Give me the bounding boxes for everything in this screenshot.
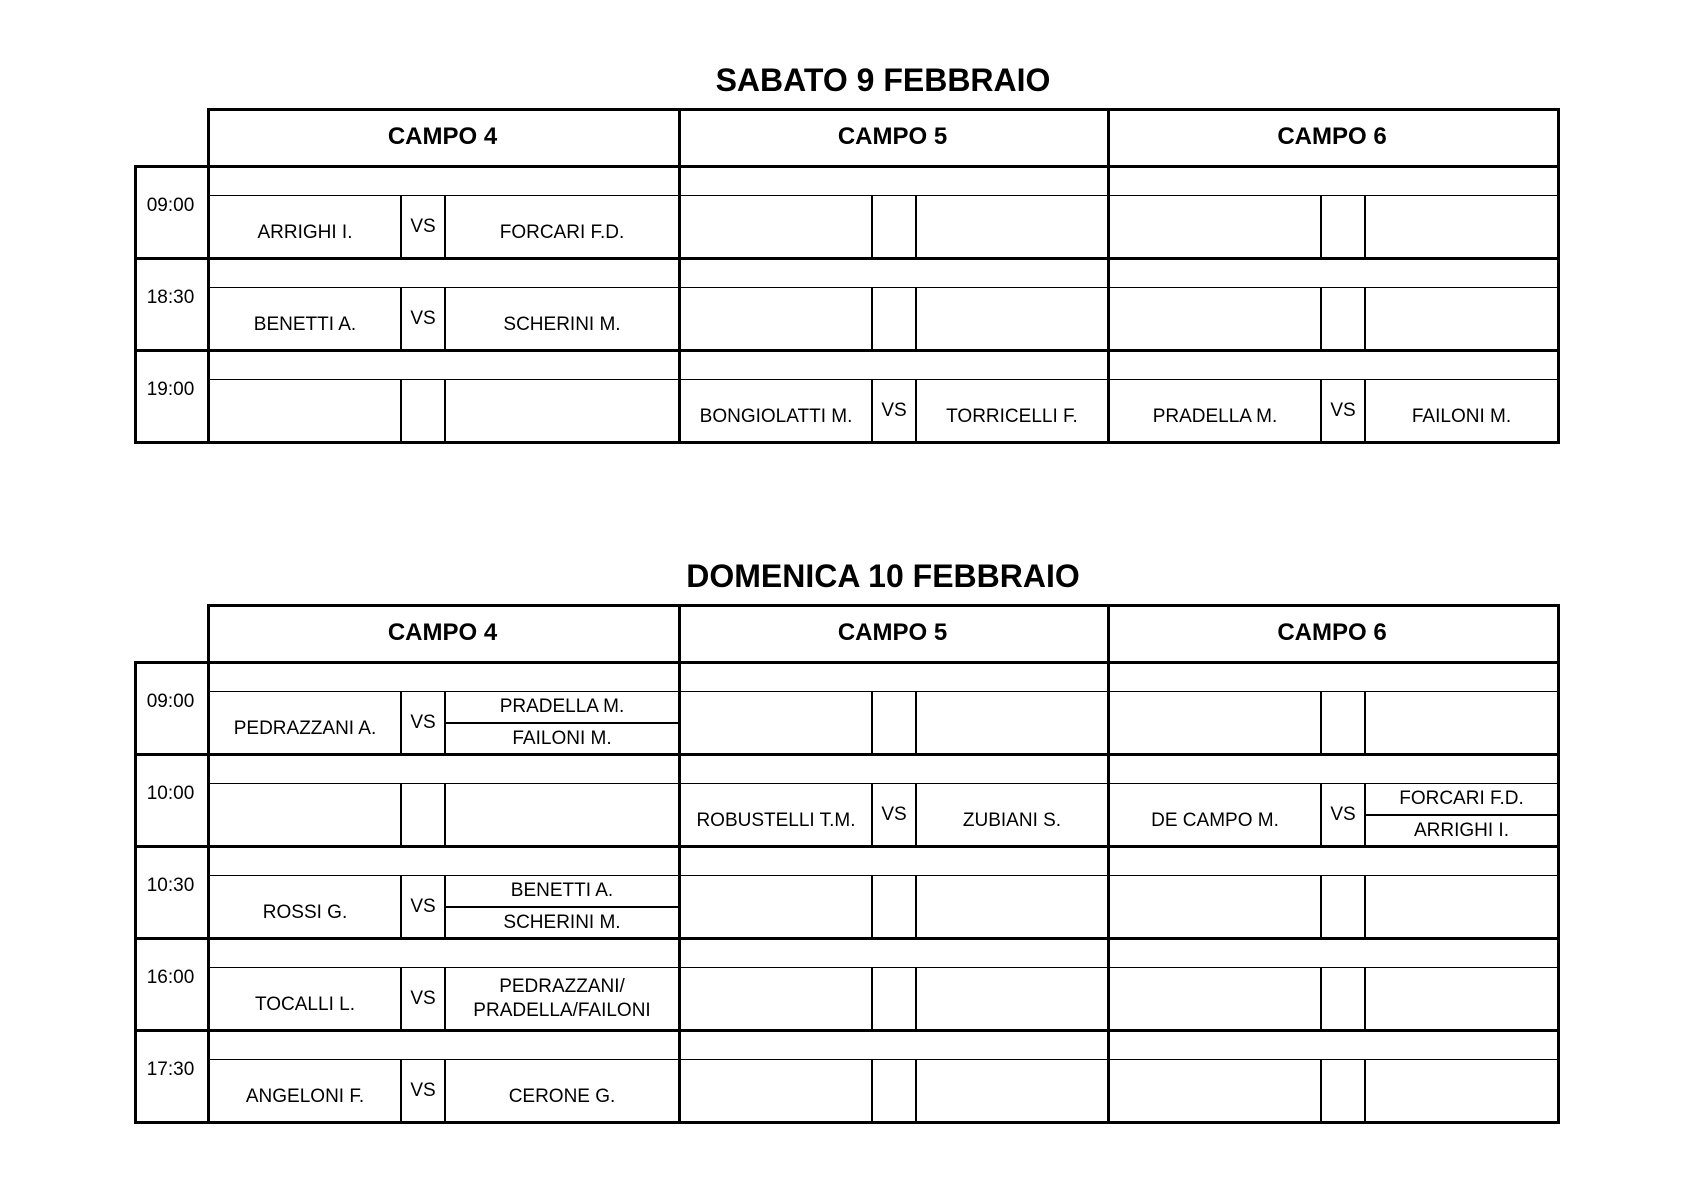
vs-box [1320, 379, 1366, 443]
away-player: FAILONI M. [1411, 406, 1512, 427]
vs-box [400, 967, 446, 1031]
home-player: DE CAMPO M. [1151, 810, 1279, 831]
away-player [1366, 1061, 1557, 1121]
away-player: CERONE G. [508, 1086, 616, 1107]
home-player [1110, 197, 1320, 257]
away-player: SCHERINI M. [503, 911, 621, 933]
slot-divider [134, 937, 1560, 940]
away-player [1366, 693, 1557, 753]
vs-box [400, 1059, 446, 1123]
away-player [917, 197, 1107, 257]
away-player [917, 289, 1107, 349]
home-player [1110, 1061, 1320, 1121]
away-player [917, 693, 1107, 753]
away-player: FORCARI F.D. [1399, 787, 1524, 809]
away-player [1366, 289, 1557, 349]
home-player [1110, 969, 1320, 1029]
slot-time: 16:00 [146, 967, 195, 988]
home-player: ANGELONI F. [245, 1086, 365, 1107]
vs-box [871, 379, 917, 443]
vs-box [400, 783, 446, 847]
slot-time: 17:30 [146, 1059, 195, 1080]
away-player [917, 969, 1107, 1029]
away-player: BENETTI A. [510, 879, 614, 901]
slot-time: 09:00 [146, 691, 195, 712]
home-player [1110, 693, 1320, 753]
home-player [681, 197, 871, 257]
slot-time: 09:00 [146, 195, 195, 216]
field-header-campo-6: CAMPO 6 [1277, 122, 1387, 150]
vs-box [1320, 691, 1366, 755]
home-player: ARRIGHI I. [257, 222, 353, 243]
vs-box [400, 287, 446, 351]
slot-divider [134, 349, 1560, 352]
vs-box [1320, 783, 1366, 847]
day-title: SABATO 9 FEBBRAIO [715, 62, 1051, 98]
vs-label: VS [410, 988, 436, 1009]
slot-time: 10:00 [146, 783, 195, 804]
vs-box [871, 287, 917, 351]
vs-box [1320, 875, 1366, 939]
home-player: ROSSI G. [262, 902, 348, 923]
home-player [681, 969, 871, 1029]
away-player: SCHERINI M. [503, 314, 621, 335]
vs-box [871, 691, 917, 755]
slot-time: 18:30 [146, 287, 195, 308]
slot-time: 19:00 [146, 379, 195, 400]
vs-box [871, 783, 917, 847]
home-player: PEDRAZZANI A. [233, 718, 377, 739]
away-player [1366, 969, 1557, 1029]
away-player [1366, 877, 1557, 937]
away-player: PRADELLA M. [499, 695, 625, 717]
away-player [1366, 197, 1557, 257]
vs-label: VS [1330, 400, 1356, 421]
away-player: FAILONI M. [512, 727, 612, 749]
vs-box [1320, 967, 1366, 1031]
vs-box [400, 195, 446, 259]
field-column-divider [678, 604, 681, 1124]
home-player: TOCALLI L. [255, 994, 355, 1015]
away-player: TORRICELLI F. [946, 406, 1078, 427]
home-player: PRADELLA M. [1152, 406, 1278, 427]
slot-divider [134, 1029, 1560, 1032]
vs-label: VS [410, 712, 436, 733]
slot-time: 10:30 [146, 875, 195, 896]
vs-label: VS [410, 308, 436, 329]
home-player [681, 1061, 871, 1121]
vs-label: VS [881, 804, 907, 825]
field-header-campo-5: CAMPO 5 [837, 618, 948, 646]
home-player [1110, 289, 1320, 349]
field-header-campo-6: CAMPO 6 [1277, 618, 1387, 646]
vs-label: VS [881, 400, 907, 421]
field-header-campo-4: CAMPO 4 [387, 122, 498, 150]
away-player: PEDRAZZANI/ PRADELLA/FAILONI [473, 976, 651, 1021]
away-player [446, 381, 678, 441]
vs-box [871, 195, 917, 259]
away-player [446, 785, 678, 845]
slot-divider [134, 257, 1560, 260]
field-column-divider [1107, 604, 1110, 1124]
vs-label: VS [1330, 804, 1356, 825]
home-player [210, 785, 400, 845]
vs-box [400, 379, 446, 443]
home-player: ROBUSTELLI T.M. [696, 810, 856, 831]
day-title: DOMENICA 10 FEBBRAIO [686, 558, 1080, 594]
field-header-campo-4: CAMPO 4 [387, 618, 498, 646]
vs-box [1320, 195, 1366, 259]
vs-box [400, 691, 446, 755]
home-player: BENETTI A. [253, 314, 357, 335]
vs-box [871, 967, 917, 1031]
vs-box [871, 1059, 917, 1123]
away-player [917, 877, 1107, 937]
home-player [210, 381, 400, 441]
away-player [917, 1061, 1107, 1121]
away-player: ZUBIANI S. [962, 810, 1062, 831]
vs-label: VS [410, 896, 436, 917]
vs-box [871, 875, 917, 939]
home-player [681, 289, 871, 349]
slot-divider [134, 753, 1560, 756]
vs-box [400, 875, 446, 939]
vs-label: VS [410, 1080, 436, 1101]
away-player: FORCARI F.D. [499, 222, 625, 243]
vs-box [1320, 1059, 1366, 1123]
home-player: BONGIOLATTI M. [699, 406, 853, 427]
home-player [681, 877, 871, 937]
field-header-campo-5: CAMPO 5 [837, 122, 948, 150]
vs-box [1320, 287, 1366, 351]
away-player: ARRIGHI I. [1413, 819, 1509, 841]
home-player [681, 693, 871, 753]
slot-divider [134, 845, 1560, 848]
home-player [1110, 877, 1320, 937]
vs-label: VS [410, 216, 436, 237]
